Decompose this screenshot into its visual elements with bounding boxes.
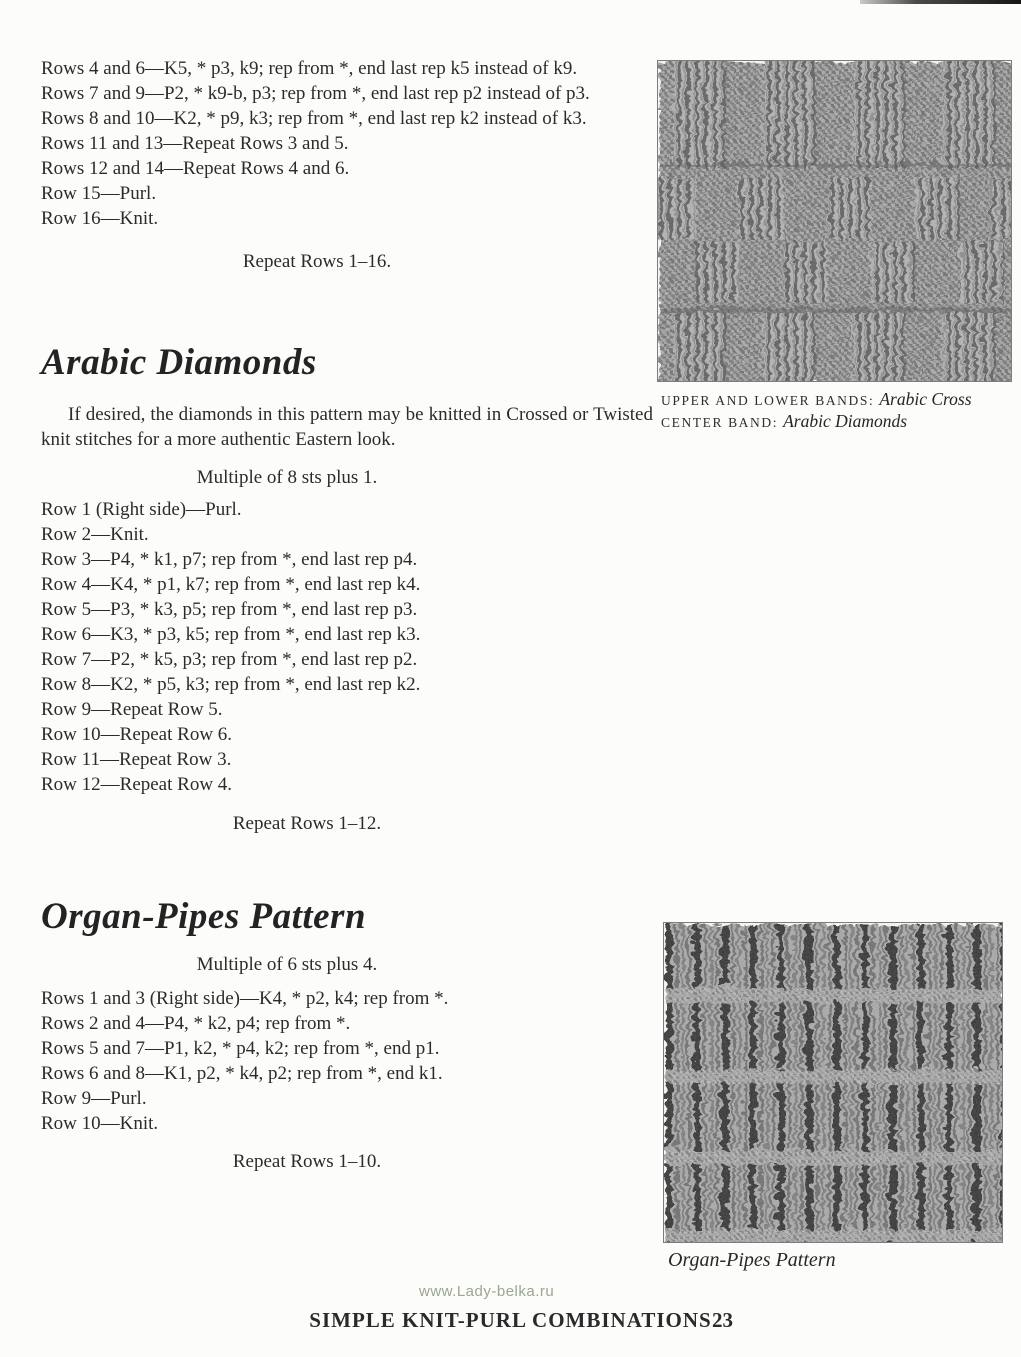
watermark-url: www.Lady-belka.ru xyxy=(419,1283,555,1300)
pattern-row-line: Rows 4 and 6—K5, * p3, k9; rep from *, end last rep k5 instead of k9. xyxy=(41,58,578,79)
pattern-row-line: Rows 2 and 4—P4, * k2, p4; rep from *. xyxy=(41,1013,351,1034)
pattern-row-line: Row 1 (Right side)—Purl. xyxy=(41,499,242,520)
caption-pattern-name: Arabic Cross xyxy=(879,389,972,409)
figure1-caption xyxy=(657,389,1012,433)
pattern-row-line: Row 12—Repeat Row 4. xyxy=(41,774,233,795)
repeat-instruction: Repeat Rows 1–12. xyxy=(232,813,382,834)
pattern-row-line: Row 7—P2, * k5, p3; rep from *, end last rep p2. xyxy=(41,649,418,670)
pattern-row-line: Row 10—Repeat Row 6. xyxy=(41,724,233,745)
repeat-instruction: Repeat Rows 1–16. xyxy=(242,251,392,272)
arabic-diamonds-intro: If desired, the diamonds in this pattern may be knitted in Crossed or Twisted knit stitches for a more authentic Eastern look. xyxy=(41,404,653,450)
pattern-row-line: Row 5—P3, * k3, p5; rep from *, end last rep p3. xyxy=(41,599,418,620)
pattern-row-line: Row 10—Knit. xyxy=(41,1113,159,1134)
pattern-row-line: Rows 7 and 9—P2, * k9-b, p3; rep from *, end last rep p2 instead of p3. xyxy=(41,83,590,104)
pattern-row-line: Row 4—K4, * p1, k7; rep from *, end last rep k4. xyxy=(41,574,421,595)
pattern-row-line: Rows 11 and 13—Repeat Rows 3 and 5. xyxy=(41,133,349,154)
running-footer-title: SIMPLE KNIT-PURL COMBINATIONS xyxy=(309,1308,712,1332)
pattern-row-line: Rows 1 and 3 (Right side)—K4, * p2, k4; rep from *. xyxy=(41,988,449,1009)
organ-pipes-heading: Organ-Pipes Pattern xyxy=(41,896,367,937)
scan-artifact-bar xyxy=(860,0,1021,4)
figure2-caption: Organ-Pipes Pattern xyxy=(668,1249,836,1271)
pattern-row-line: Row 2—Knit. xyxy=(41,524,149,545)
figure-organ-pipes xyxy=(663,922,1003,1272)
repeat-instruction: Repeat Rows 1–10. xyxy=(232,1151,382,1172)
pattern-row-line: Row 6—K3, * p3, k5; rep from *, end last rep k3. xyxy=(41,624,421,645)
stitch-multiple-note: Multiple of 8 sts plus 1. xyxy=(196,467,378,488)
pattern-row-line: Row 11—Repeat Row 3. xyxy=(41,749,232,770)
caption-line xyxy=(661,389,1012,411)
pattern-row-line: Row 8—K2, * p5, k3; rep from *, end last rep k2. xyxy=(41,674,421,695)
figure-arabic-sampler xyxy=(657,60,1012,433)
pattern-row-line: Row 9—Purl. xyxy=(41,1088,147,1109)
pattern-row-line: Row 9—Repeat Row 5. xyxy=(41,699,223,720)
pattern-row-line: Rows 6 and 8—K1, p2, * k4, p2; rep from *, end k1. xyxy=(41,1063,443,1084)
page-footer xyxy=(0,1308,1021,1333)
caption-label: CENTER BAND: xyxy=(661,415,779,430)
page-number: 23 xyxy=(712,1308,733,1332)
arabic-diamonds-rows xyxy=(41,497,601,797)
pattern-row-line: Rows 12 and 14—Repeat Rows 4 and 6. xyxy=(41,158,350,179)
arabic-sampler-photo xyxy=(657,60,1012,382)
arabic-diamonds-heading: Arabic Diamonds xyxy=(41,342,317,383)
caption-pattern-name: Arabic Diamonds xyxy=(783,411,908,431)
organ-pipes-rows xyxy=(41,986,601,1136)
stitch-multiple-note: Multiple of 6 sts plus 4. xyxy=(196,954,378,975)
pattern-row-line: Rows 8 and 10—K2, * p9, k3; rep from *, end last rep k2 instead of k3. xyxy=(41,108,587,129)
pattern-row-line: Rows 5 and 7—P1, k2, * p4, k2; rep from *, end p1. xyxy=(41,1038,440,1059)
organ-pipes-photo xyxy=(663,922,1003,1243)
text-column xyxy=(41,56,653,1174)
pattern-row-line: Row 3—P4, * k1, p7; rep from *, end last rep p4. xyxy=(41,549,418,570)
caption-label: UPPER AND LOWER BANDS: xyxy=(661,393,875,408)
caption-line xyxy=(661,411,1012,433)
pattern-row-line: Row 15—Purl. xyxy=(41,183,157,204)
continued-pattern-rows xyxy=(41,56,601,231)
pattern-row-line: Row 16—Knit. xyxy=(41,208,159,229)
